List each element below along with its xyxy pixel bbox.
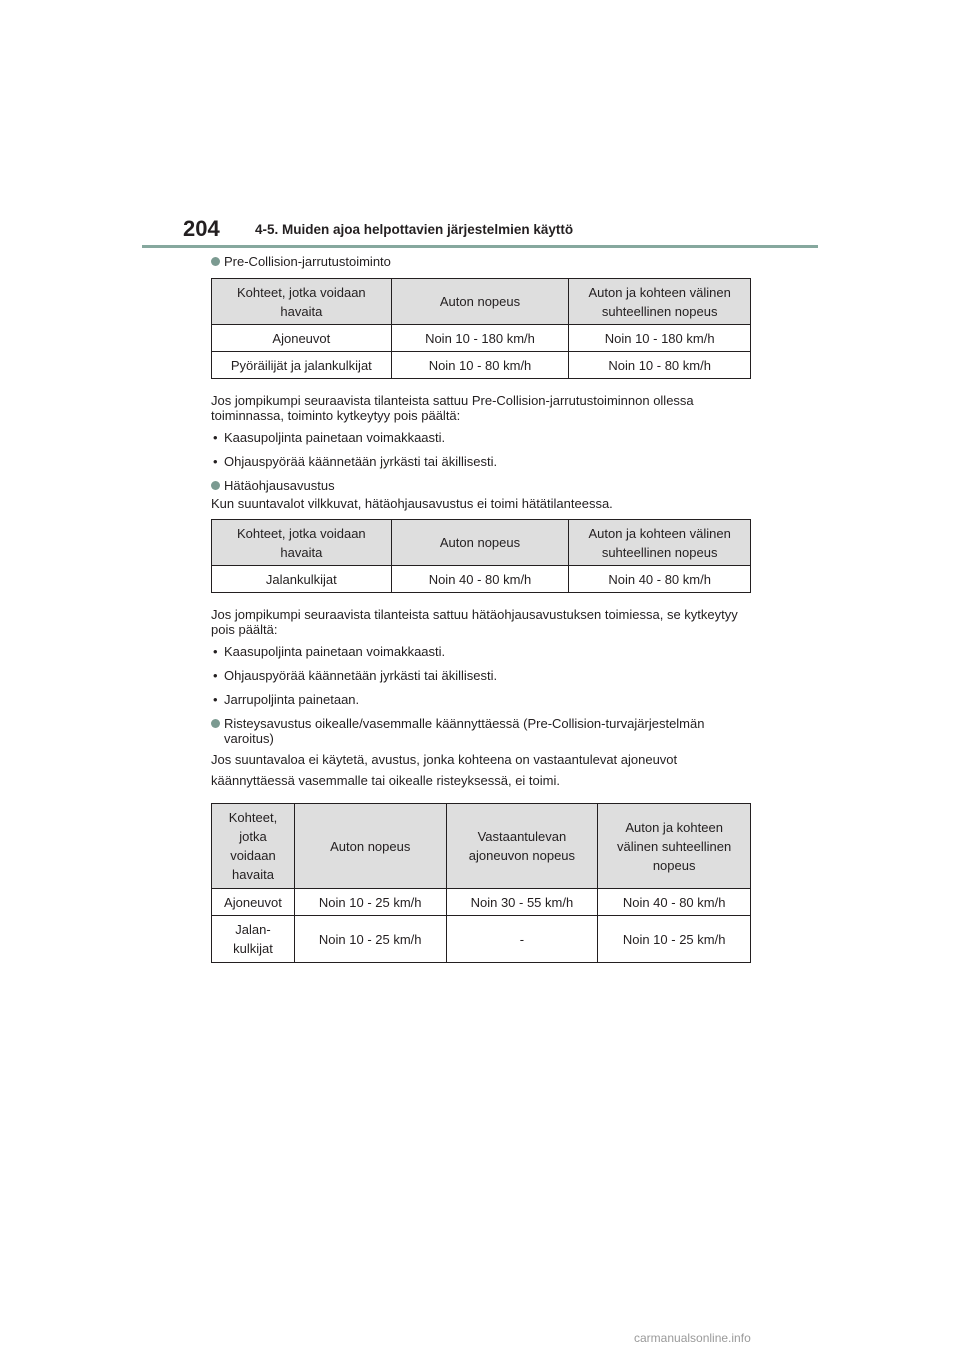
emergency-steering-table bbox=[211, 519, 751, 593]
table-header-row bbox=[212, 804, 751, 889]
page-header bbox=[183, 214, 573, 244]
header-cell: Auton nopeus bbox=[391, 520, 569, 566]
table-cell: Jalankulkijat bbox=[212, 566, 392, 593]
table-cell: Noin 10 - 25 km/h bbox=[294, 889, 446, 916]
header-cell: Kohteet, jotka voidaan havaita bbox=[212, 520, 392, 566]
paragraph: käännyttäessä vasemmalle tai oikealle risteyksessä, ei toimi. bbox=[211, 773, 560, 788]
list-item: • Jarrupoljinta painetaan. bbox=[213, 692, 360, 707]
bullet-dot-icon bbox=[211, 257, 220, 266]
table-row bbox=[212, 566, 751, 593]
paragraph: Kun suuntavalot vilkkuvat, hätäohjausavustus ei toimi hätätilanteessa. bbox=[211, 496, 613, 511]
table-cell: Ajoneuvot bbox=[212, 325, 392, 352]
header-divider bbox=[142, 245, 818, 248]
table-cell: Noin 10 - 180 km/h bbox=[391, 325, 569, 352]
table-cell: Noin 10 - 80 km/h bbox=[391, 352, 569, 379]
table-row bbox=[212, 325, 751, 352]
intersection-assist-table bbox=[211, 803, 751, 963]
paragraph: Jos jompikumpi seuraavista tilanteista sattuu hätäohjausavustuksen toimiessa, se kytkeytyy pois päältä: bbox=[211, 607, 738, 637]
table-cell: Noin 40 - 80 km/h bbox=[391, 566, 569, 593]
watermark: carmanualsonline.info bbox=[634, 1331, 751, 1345]
table-cell: Jalan-kulkijat bbox=[212, 916, 295, 963]
paragraph: Jos jompikumpi seuraavista tilanteista sattuu Pre-Collision-jarrutustoiminnon ollessa toiminnassa, toiminto kytkeytyy pois päältä: bbox=[211, 393, 694, 423]
list-item: • Kaasupoljinta painetaan voimakkaasti. bbox=[213, 430, 446, 445]
header-cell: Vastaantulevan ajoneuvon nopeus bbox=[446, 804, 598, 889]
header-cell: Kohteet, jotka voidaan havaita bbox=[212, 279, 392, 325]
pre-collision-table bbox=[211, 278, 751, 379]
table-row bbox=[212, 916, 751, 963]
table-cell: Noin 10 - 80 km/h bbox=[569, 352, 751, 379]
table-row bbox=[212, 352, 751, 379]
header-cell: Auton nopeus bbox=[391, 279, 569, 325]
table-cell: - bbox=[446, 916, 598, 963]
section-heading-pre-collision: Pre-Collision-jarrutustoiminto bbox=[211, 254, 751, 269]
bullet-dot-icon bbox=[211, 481, 220, 490]
header-cell: Kohteet, jotka voidaan havaita bbox=[212, 804, 295, 889]
table-header-row bbox=[212, 279, 751, 325]
table-cell: Noin 30 - 55 km/h bbox=[446, 889, 598, 916]
header-cell: Auton ja kohteen välinen suhteellinen nopeus bbox=[569, 279, 751, 325]
page-number: 204 bbox=[183, 216, 220, 241]
paragraph: Jos suuntavaloa ei käytetä, avustus, jonka kohteena on vastaantulevat ajoneuvot bbox=[211, 752, 678, 767]
table-header-row bbox=[212, 520, 751, 566]
section-heading-emergency-steering: Hätäohjausavustus bbox=[211, 478, 751, 493]
list-item: • Ohjauspyörää käännetään jyrkästi tai äkillisesti. bbox=[213, 454, 498, 469]
chapter-title: 4-5. Muiden ajoa helpottavien järjestelmien käyttö bbox=[255, 222, 574, 237]
list-item: • Ohjauspyörää käännetään jyrkästi tai äkillisesti. bbox=[213, 668, 498, 683]
bullet-dot-icon bbox=[211, 719, 220, 728]
header-cell: Auton ja kohteen välinen suhteellinen nopeus bbox=[598, 804, 751, 889]
table-cell: Ajoneuvot bbox=[212, 889, 295, 916]
table-row bbox=[212, 889, 751, 916]
page-content bbox=[211, 254, 751, 963]
section-heading-intersection-assist: Risteysavustus oikealle/vasemmalle käännyttäessä (Pre-Collision-turvajärjestelmän varoitus) bbox=[211, 716, 751, 746]
header-cell: Auton ja kohteen välinen suhteellinen nopeus bbox=[569, 520, 751, 566]
table-cell: Noin 10 - 25 km/h bbox=[598, 916, 751, 963]
list-item: • Kaasupoljinta painetaan voimakkaasti. bbox=[213, 644, 446, 659]
table-cell: Noin 10 - 180 km/h bbox=[569, 325, 751, 352]
table-cell: Pyöräilijät ja jalankulkijat bbox=[212, 352, 392, 379]
table-cell: Noin 10 - 25 km/h bbox=[294, 916, 446, 963]
table-cell: Noin 40 - 80 km/h bbox=[598, 889, 751, 916]
table-cell: Noin 40 - 80 km/h bbox=[569, 566, 751, 593]
header-cell: Auton nopeus bbox=[294, 804, 446, 889]
